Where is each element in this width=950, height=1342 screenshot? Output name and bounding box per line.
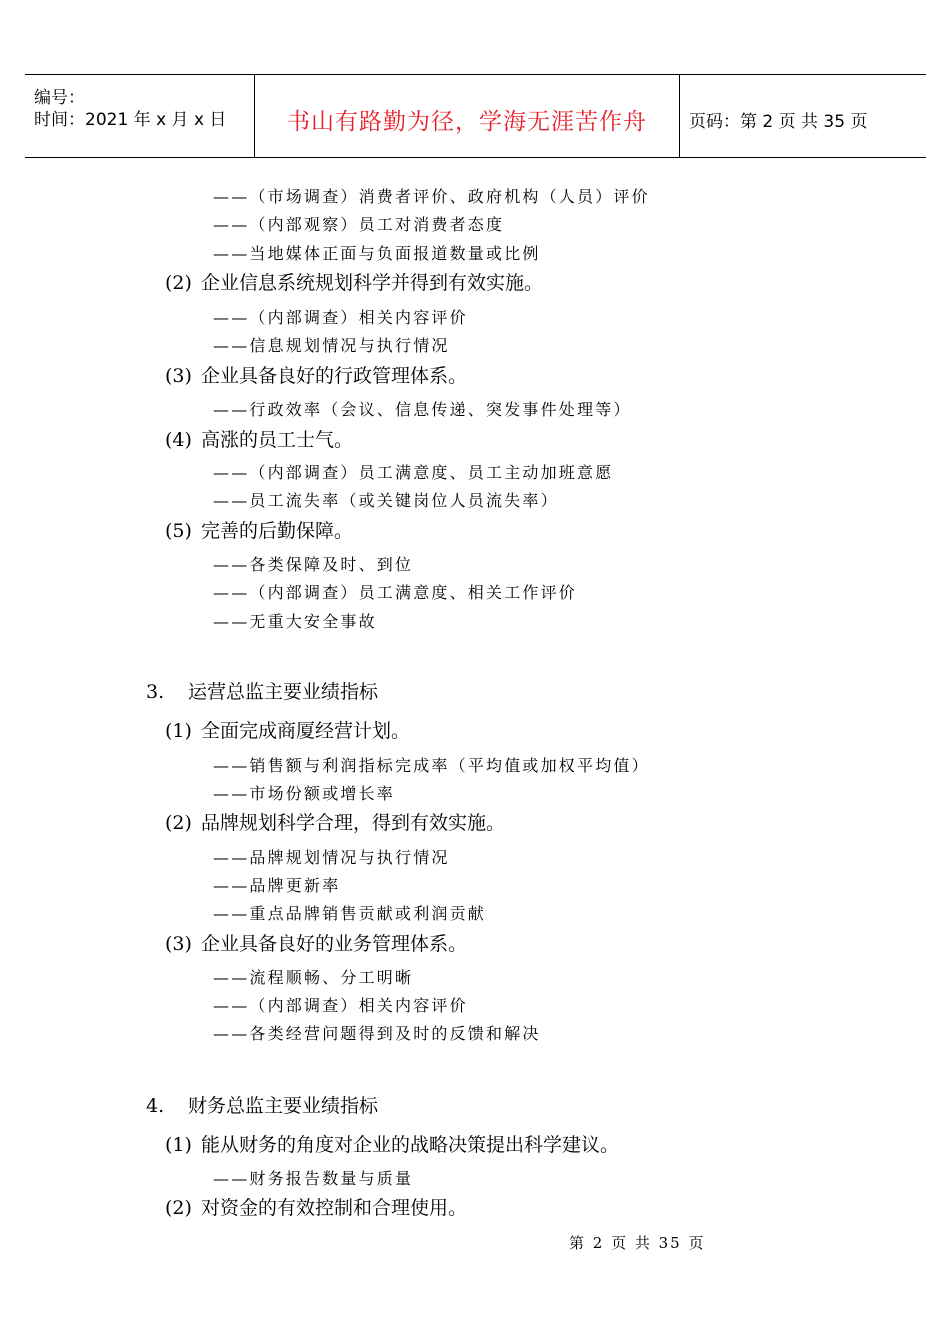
goal-item: [165, 929, 467, 956]
goal-item-text: 企业具备良好的业务管理体系。: [201, 933, 468, 955]
goal-item-number: (4): [165, 429, 192, 451]
sub-indicator: ——（内部调查）相关内容评价: [213, 996, 468, 1015]
sub-indicator: ——（市场调查）消费者评价、政府机构（人员）评价: [213, 187, 650, 206]
sub-indicator: ——行政效率（会议、信息传递、突发事件处理等）: [213, 400, 632, 419]
goal-item-number: (5): [165, 520, 192, 542]
goal-item-text: 对资金的有效控制和合理使用。: [201, 1197, 468, 1219]
sub-indicator: ——信息规划情况与执行情况: [213, 336, 450, 355]
sub-indicator: ——财务报告数量与质量: [213, 1169, 414, 1188]
page-footer: 第 2 页 共 35 页: [569, 1234, 706, 1252]
sub-indicator: ——（内部调查）相关内容评价: [213, 308, 468, 327]
section-title: 运营总监主要业绩指标: [188, 681, 379, 703]
header-right-cell: [679, 75, 926, 157]
sub-indicator: ——重点品牌销售贡献或利润贡献: [213, 904, 487, 923]
goal-item: [165, 516, 353, 543]
document-number-label: 编号：: [34, 88, 85, 108]
goal-item-number: (2): [165, 812, 192, 834]
goal-item: [165, 1193, 467, 1220]
section-heading: [146, 677, 378, 704]
goal-item-text: 完善的后勤保障。: [201, 520, 354, 542]
sub-indicator: ——流程顺畅、分工明晰: [213, 968, 414, 987]
goal-item-text: 品牌规划科学合理，得到有效实施。: [201, 812, 506, 834]
goal-item-number: (2): [165, 272, 192, 294]
sub-indicator: ——销售额与利润指标完成率（平均值或加权平均值）: [213, 756, 650, 775]
section-number: 4.: [146, 1095, 165, 1117]
document-time-label: 时间：2021 年 x 月 x 日: [34, 110, 227, 130]
sub-indicator: ——员工流失率（或关键岗位人员流失率）: [213, 491, 559, 510]
sub-indicator: ——品牌规划情况与执行情况: [213, 848, 450, 867]
sub-indicator: ——无重大安全事故: [213, 612, 377, 631]
goal-item-number: (3): [165, 365, 192, 387]
goal-item-text: 企业具备良好的行政管理体系。: [201, 365, 468, 387]
goal-item: [165, 361, 467, 388]
sub-indicator: ——品牌更新率: [213, 876, 341, 895]
header-page-code: 页码：第 2 页 共 35 页: [689, 112, 868, 132]
goal-item-number: (1): [165, 720, 192, 742]
goal-item-number: (2): [165, 1197, 192, 1219]
goal-item: [165, 268, 543, 295]
section-number: 3.: [146, 681, 165, 703]
goal-item-text: 能从财务的角度对企业的战略决策提出科学建议。: [201, 1134, 620, 1156]
goal-item-text: 企业信息系统规划科学并得到有效实施。: [201, 272, 544, 294]
goal-item: [165, 716, 410, 743]
header-left-cell: [25, 75, 254, 157]
sub-indicator: ——各类经营问题得到及时的反馈和解决: [213, 1024, 541, 1043]
goal-item-text: 全面完成商厦经营计划。: [201, 720, 411, 742]
sub-indicator: ——（内部观察）员工对消费者态度: [213, 215, 505, 234]
header-motto: 书山有路勤为径，学海无涯苦作舟: [287, 109, 647, 135]
goal-item: [165, 1130, 619, 1157]
goal-item-number: (1): [165, 1134, 192, 1156]
goal-item-text: 高涨的员工士气。: [201, 429, 354, 451]
sub-indicator: ——市场份额或增长率: [213, 784, 396, 803]
sub-indicator: ——（内部调查）员工满意度、员工主动加班意愿: [213, 463, 614, 482]
sub-indicator: ——当地媒体正面与负面报道数量或比例: [213, 244, 541, 263]
goal-item-number: (3): [165, 933, 192, 955]
goal-item: [165, 425, 353, 452]
sub-indicator: ——各类保障及时、到位: [213, 555, 414, 574]
sub-indicator: ——（内部调查）员工满意度、相关工作评价: [213, 583, 578, 602]
section-title: 财务总监主要业绩指标: [188, 1095, 379, 1117]
header-motto-cell: [254, 75, 680, 157]
section-heading: [146, 1091, 378, 1118]
page-header: [25, 74, 926, 158]
goal-item: [165, 808, 505, 835]
